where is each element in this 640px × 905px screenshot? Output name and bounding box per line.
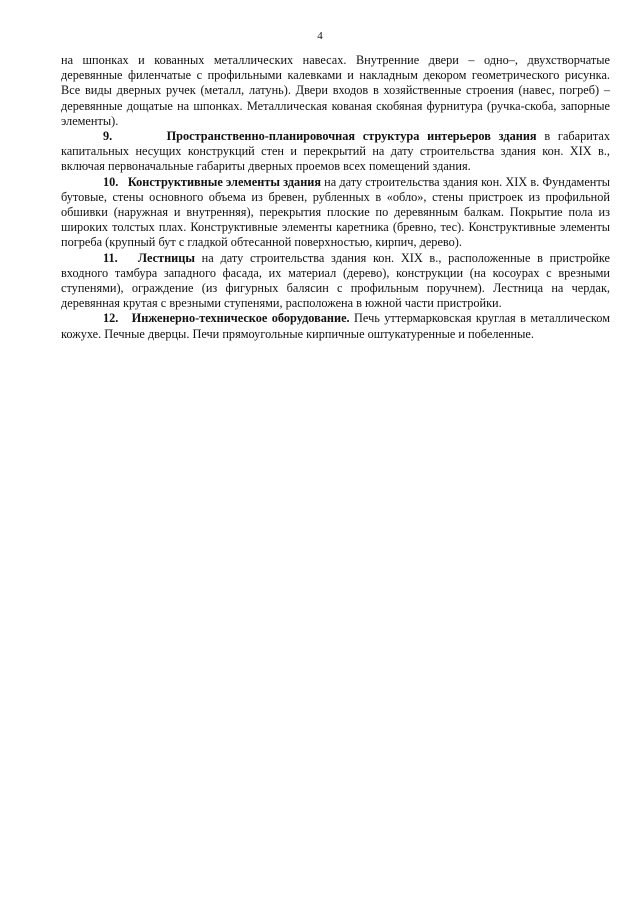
paragraph-heading: Конструктивные элементы здания [127, 174, 322, 189]
paragraph-text: на шпонках и кованных металлических навесах. Внутренние двери – одно–, двухстворчатые деревянные филенчатые с профильными калевками и накладным декором геометрического рисунка. Все виды дверных ручек (металл, латунь). Двери входов в хозяйственные строения (навес, погреб) – деревянные дощатые на шпонках. Металлическая кованая скобяная фурнитура (ручка-скоба, запорные элементы). [61, 53, 610, 128]
paragraph-number: 11. [103, 250, 118, 265]
paragraph-heading: Инженерно-техническое оборудование. [131, 311, 350, 326]
paragraph-heading: Пространственно-планировочная структура интерьеров здания [166, 129, 537, 144]
paragraph-text: на дату строительства здания кон. XIX в., расположенные в пристройке входного тамбура западного фасада, их материал (дерево), конструкции (на косоурах с врезными ступенями), ограждение (из фигурных балясин с профильным поручнем). Лестница на чердак, деревянная крутая с врезными ступенями, расположена в южной части пристройки. [61, 250, 610, 311]
paragraph-11-stairs [61, 251, 610, 312]
paragraph-number: 9. [103, 129, 113, 144]
paragraph-text: на дату строительства здания кон. XIX в. Фундаменты бутовые, стены основного объема из бревен, рубленных в «обло», стены пристроек из профильной обшивки (наружная и внутренняя), перекрытия плоские по деревянным балкам. Покрытие пола из широких толстых плах. Конструктивные элементы каретника (бревно, тес). Конструктивные элементы погреба (крупный бут с гладкой обтесанной поверхностью, кирпич, дерево). [61, 174, 610, 250]
paragraph-10-structural-elements [61, 175, 610, 251]
paragraph-continuation [61, 53, 610, 129]
document-body [61, 53, 610, 342]
paragraph-text: Печь уттермарковская круглая в металлическом кожухе. Печные дверцы. Печи прямоугольные кирпичные оштукатуренные и побеленные. [61, 311, 610, 341]
paragraph-12-engineering-equipment [61, 311, 610, 341]
paragraph-number: 10. [103, 174, 119, 189]
paragraph-text: в габаритах капитальных несущих конструкций стен и перекрытий на дату строительства здания кон. XIX в., включая первоначальные габариты дверных проемов всех помещений здания. [61, 129, 610, 174]
paragraph-heading: Лестницы [137, 250, 195, 265]
page-number: 4 [317, 30, 323, 42]
paragraph-9-interior-layout [61, 129, 610, 175]
paragraph-number: 12. [103, 311, 119, 326]
